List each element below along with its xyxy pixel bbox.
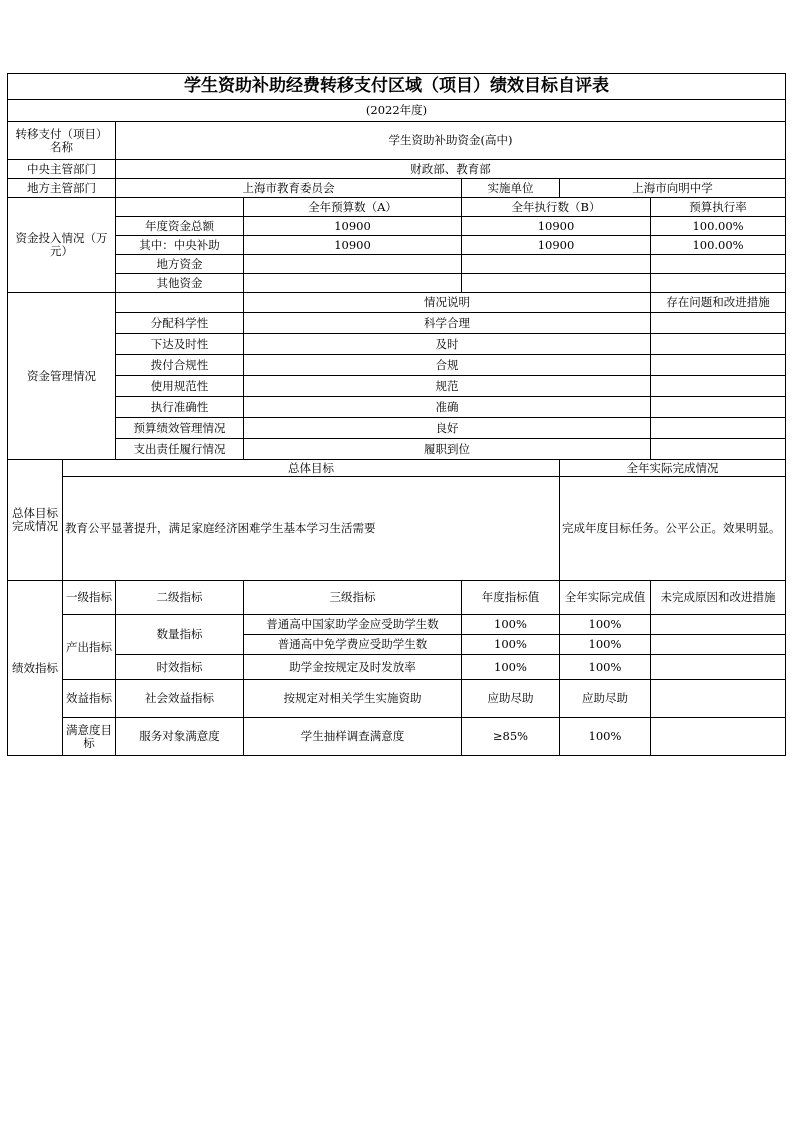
indicator-actual: 100% [560,655,651,680]
funding-row-rate: 100.00% [651,236,786,255]
col-level1-header: 一级指标 [63,581,116,615]
central-dept-label: 中央主管部门 [8,160,116,179]
indicator-level3: 按规定对相关学生实施资助 [244,680,462,718]
indicator-target: 应助尽助 [462,680,560,718]
funding-row-exec: 10900 [462,236,651,255]
indicator-target: 100% [462,635,560,655]
funding-row-budget: 10900 [244,236,462,255]
management-row-desc: 规范 [244,376,651,397]
management-row-label: 拨付合规性 [116,355,244,376]
output-indicator-label: 产出指标 [63,615,116,680]
management-row [8,313,786,334]
satisfaction-indicator-label: 满意度目标 [63,718,116,756]
indicator-reason [651,680,786,718]
management-row [8,439,786,460]
indicator-level3: 普通高中免学费应受助学生数 [244,635,462,655]
funding-row-exec [462,255,651,274]
management-row-desc: 履职到位 [244,439,651,460]
central-dept-value: 财政部、教育部 [116,160,786,179]
management-row-issues [651,418,786,439]
funding-row-rate [651,274,786,293]
service-satisfaction-label: 服务对象满意度 [116,718,244,756]
indicator-row [8,718,786,756]
indicator-level3: 助学金按规定及时发放率 [244,655,462,680]
funding-row-exec [462,274,651,293]
funding-row-budget: 10900 [244,217,462,236]
col-rate-header: 预算执行率 [651,198,786,217]
indicator-row [8,615,786,635]
form-title: 学生资助补助经费转移支付区域（项目）绩效目标自评表 [8,74,786,100]
indicator-target: ≥85% [462,718,560,756]
management-row-issues [651,376,786,397]
management-row-desc: 及时 [244,334,651,355]
form-year: (2022年度) [8,100,786,122]
col-actual-value-header: 全年实际完成值 [560,581,651,615]
col-reason-header: 未完成原因和改进措施 [651,581,786,615]
management-row-desc: 合规 [244,355,651,376]
local-dept-label: 地方主管部门 [8,179,116,198]
local-dept-value: 上海市教育委员会 [116,179,462,198]
management-row-desc: 准确 [244,397,651,418]
management-header-blank [116,293,244,313]
col-issues-header: 存在问题和改进措施 [651,293,786,313]
funding-row-label: 年度资金总额 [116,217,244,236]
col-budget-header: 全年预算数（A） [244,198,462,217]
funding-row-label: 其中：中央补助 [116,236,244,255]
indicator-reason [651,718,786,756]
management-row-desc: 良好 [244,418,651,439]
funding-section-label: 资金投入情况（万元） [8,198,116,293]
funding-row-label: 其他资金 [116,274,244,293]
management-row [8,355,786,376]
funding-row [8,274,786,293]
col-goal-header: 总体目标 [63,460,560,477]
funding-row [8,236,786,255]
funding-header-blank [116,198,244,217]
col-level2-header: 二级指标 [116,581,244,615]
social-benefit-label: 社会效益指标 [116,680,244,718]
overall-section-label: 总体目标完成情况 [8,460,63,581]
indicator-row [8,655,786,680]
performance-section-label: 绩效指标 [8,581,63,756]
col-exec-header: 全年执行数（B） [462,198,651,217]
management-row-issues [651,397,786,418]
indicator-target: 100% [462,655,560,680]
indicator-target: 100% [462,615,560,635]
benefit-indicator-label: 效益指标 [63,680,116,718]
funding-row-exec: 10900 [462,217,651,236]
col-level3-header: 三级指标 [244,581,462,615]
project-name-label: 转移支付（项目）名称 [8,122,116,160]
funding-row-rate: 100.00% [651,217,786,236]
funding-row-budget [244,255,462,274]
indicator-actual: 100% [560,615,651,635]
management-row [8,334,786,355]
management-row-desc: 科学合理 [244,313,651,334]
funding-row-rate [651,255,786,274]
quantity-indicator-label: 数量指标 [116,615,244,655]
management-row-issues [651,334,786,355]
indicator-reason [651,635,786,655]
management-row-label: 下达及时性 [116,334,244,355]
timeliness-indicator-label: 时效指标 [116,655,244,680]
management-row [8,418,786,439]
management-row-issues [651,313,786,334]
indicator-actual: 应助尽助 [560,680,651,718]
management-row-issues [651,439,786,460]
self-evaluation-form [7,73,786,756]
management-row-issues [651,355,786,376]
indicator-actual: 100% [560,635,651,655]
overall-actual-text: 完成年度目标任务。公平公正。效果明显。 [560,477,786,581]
col-target-header: 年度指标值 [462,581,560,615]
funding-row [8,217,786,236]
project-name-value: 学生资助补助资金(高中) [116,122,786,160]
management-row-label: 使用规范性 [116,376,244,397]
funding-row-label: 地方资金 [116,255,244,274]
indicator-reason [651,655,786,680]
funding-row-budget [244,274,462,293]
impl-unit-value: 上海市向明中学 [560,179,786,198]
funding-row [8,255,786,274]
indicator-row [8,680,786,718]
management-row-label: 支出责任履行情况 [116,439,244,460]
management-row [8,397,786,418]
overall-goal-text: 教育公平显著提升，满足家庭经济困难学生基本学习生活需要 [63,477,560,581]
col-desc-header: 情况说明 [244,293,651,313]
impl-unit-label: 实施单位 [462,179,560,198]
management-row-label: 执行准确性 [116,397,244,418]
management-row [8,376,786,397]
indicator-level3: 学生抽样调查满意度 [244,718,462,756]
indicator-reason [651,615,786,635]
management-row-label: 预算绩效管理情况 [116,418,244,439]
management-row-label: 分配科学性 [116,313,244,334]
indicator-level3: 普通高中国家助学金应受助学生数 [244,615,462,635]
management-section-label: 资金管理情况 [8,293,116,460]
col-actual-header: 全年实际完成情况 [560,460,786,477]
indicator-actual: 100% [560,718,651,756]
